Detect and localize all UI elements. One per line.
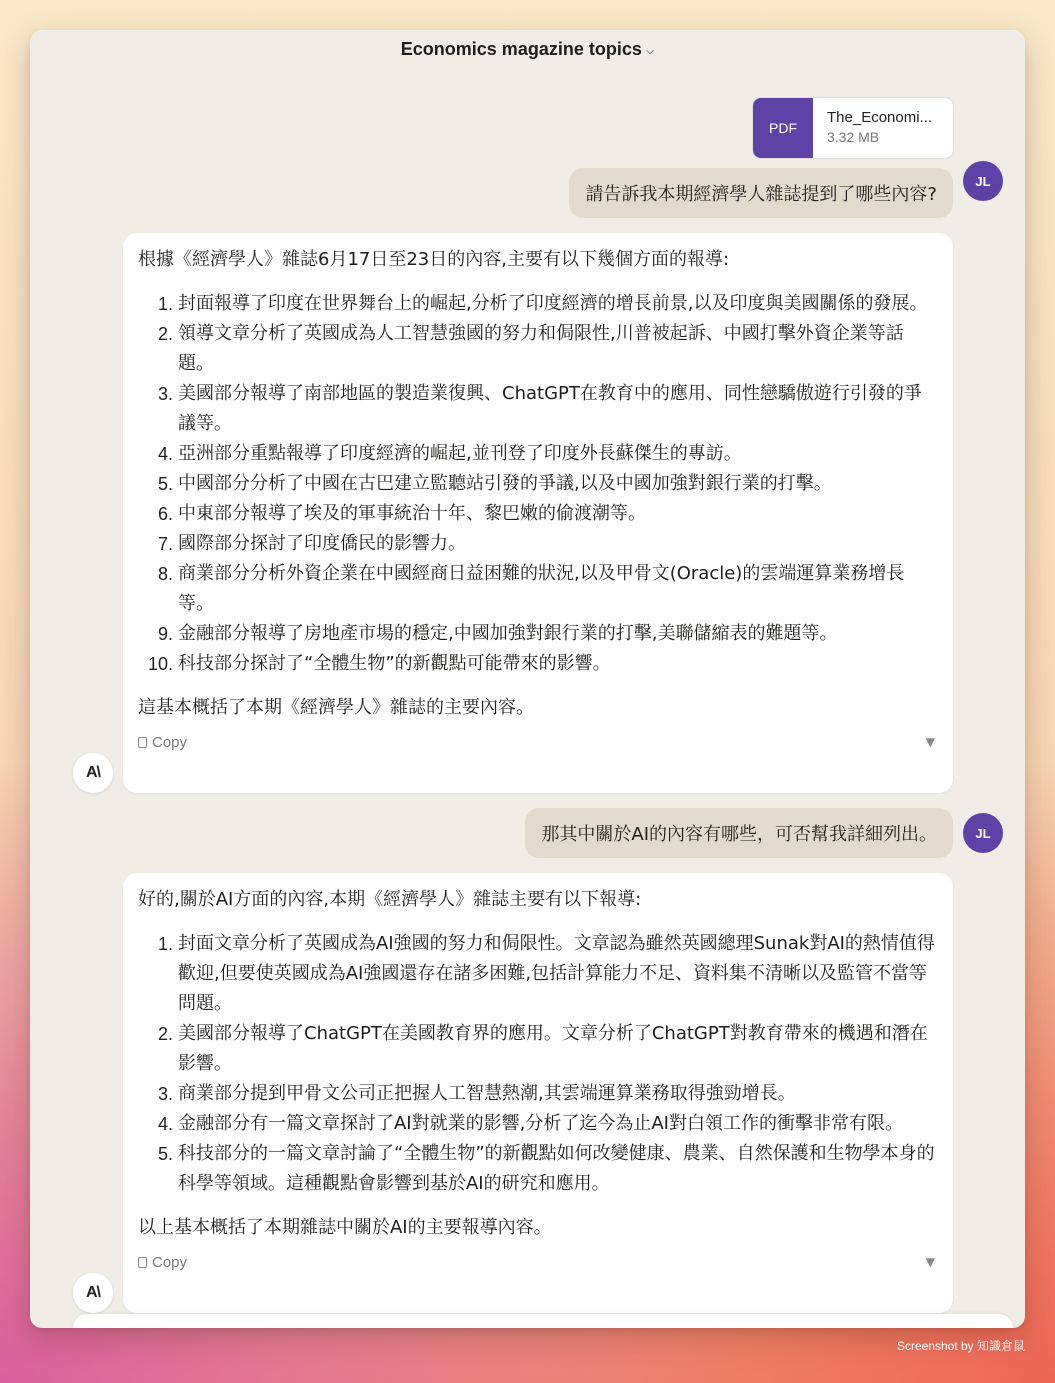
assistant-intro: 好的,關於AI方面的內容,本期《經濟學人》雜誌主要有以下報導: bbox=[138, 889, 642, 910]
attachment-file-size: 3.32 MB bbox=[827, 129, 880, 145]
list-item: 8. 商業部分分析外資企業在中國經商日益困難的狀況,以及甲骨文(Oracle)的雲端運算業務增長等。 bbox=[157, 563, 905, 614]
user-avatar: JL bbox=[963, 161, 1003, 201]
list-item: 5. 中國部分分析了中國在古巴建立監聽站引發的爭議,以及中國加強對銀行業的打擊。 bbox=[157, 473, 832, 494]
list-item: 3. 美國部分報導了南部地區的製造業復興、ChatGPT在教育中的應用、同性戀驕傲遊行引發的爭議等。 bbox=[157, 383, 922, 434]
assistant-avatar: A\ bbox=[73, 1273, 113, 1313]
list-item: 4. 金融部分有一篇文章探討了AI對就業的影響,分析了迄今為止AI對白領工作的衝擊非常有限。 bbox=[157, 1113, 903, 1134]
copy-label: Copy bbox=[152, 733, 188, 751]
copy-button[interactable] bbox=[138, 1254, 187, 1271]
list-item: 9. 金融部分報導了房地產市場的穩定,中國加強對銀行業的打擊,美聯儲縮表的難題等。 bbox=[157, 623, 838, 644]
list-item: 10. 科技部分探討了“全體生物”的新觀點可能帶來的影響。 bbox=[147, 653, 611, 674]
list-item: 5. 科技部分的一篇文章討論了“全體生物”的新觀點如何改變健康、農業、自然保護和生物學本身的科學等領域。這種觀點會影響到基於AI的研究和應用。 bbox=[157, 1143, 935, 1194]
assistant-message bbox=[123, 873, 953, 1313]
message-actions bbox=[138, 723, 937, 761]
assistant-outro: 這基本概括了本期《經濟學人》雜誌的主要內容。 bbox=[138, 697, 534, 718]
copy-label: Copy bbox=[152, 1253, 188, 1271]
clipboard-icon bbox=[138, 737, 147, 748]
list-item: 6. 中東部分報導了埃及的軍事統治十年、黎巴嫩的偷渡潮等。 bbox=[157, 503, 646, 524]
conversation-title-button[interactable] bbox=[30, 30, 1025, 68]
message-actions bbox=[138, 1243, 937, 1281]
assistant-list bbox=[138, 289, 937, 679]
assistant-avatar: A\ bbox=[73, 753, 113, 793]
assistant-message bbox=[123, 233, 953, 793]
list-item: 4. 亞洲部分重點報導了印度經濟的崛起,並刊登了印度外長蘇傑生的專訪。 bbox=[157, 443, 742, 464]
list-item: 3. 商業部分提到甲骨文公司正把握人工智慧熱潮,其雲端運算業務取得強勁增長。 bbox=[157, 1083, 796, 1104]
pdf-attachment[interactable] bbox=[753, 98, 953, 158]
app-window bbox=[30, 30, 1025, 1328]
attachment-file-name: The_Economi... bbox=[827, 109, 933, 126]
thumbs-down-icon[interactable]: ▼ bbox=[925, 735, 935, 749]
user-message: 那其中關於AI的內容有哪些，可否幫我詳細列出。 bbox=[525, 808, 953, 858]
user-message: 請告訴我本期經濟學人雜誌提到了哪些內容? bbox=[569, 168, 953, 218]
user-avatar: JL bbox=[963, 813, 1003, 853]
clipboard-icon bbox=[138, 1257, 147, 1268]
message-input-box[interactable] bbox=[73, 1314, 1013, 1328]
list-item: 2. 美國部分報導了ChatGPT在美國教育界的應用。文章分析了ChatGPT對教育帶來的機遇和潛在影響。 bbox=[157, 1023, 928, 1074]
pdf-file-icon: PDF bbox=[753, 98, 813, 158]
list-item: 1. 封面文章分析了英國成為AI強國的努力和侷限性。文章認為雖然英國總理Sunak對AI的熱情值得歡迎,但要使英國成為AI強國還存在諸多困難,包括計算能力不足、資料集不清晰以及監管不當等問題。 bbox=[157, 933, 935, 1014]
chevron-down-icon: ⌵ bbox=[645, 43, 655, 57]
copy-button[interactable] bbox=[138, 734, 187, 751]
assistant-list bbox=[138, 929, 937, 1199]
assistant-outro: 以上基本概括了本期雜誌中關於AI的主要報導內容。 bbox=[138, 1217, 552, 1238]
conversation-title: Economics magazine topics bbox=[400, 38, 642, 59]
screenshot-watermark: Screenshot by 知識倉鼠 bbox=[896, 1339, 1025, 1353]
assistant-intro: 根據《經濟學人》雜誌6月17日至23日的內容,主要有以下幾個方面的報導: bbox=[138, 249, 730, 270]
list-item: 7. 國際部分探討了印度僑民的影響力。 bbox=[157, 533, 466, 554]
list-item: 1. 封面報導了印度在世界舞台上的崛起,分析了印度經濟的增長前景,以及印度與美國關係的發展。 bbox=[157, 293, 928, 314]
list-item: 2. 領導文章分析了英國成為人工智慧強國的努力和侷限性,川普被起訴、中國打擊外資企業等話題。 bbox=[157, 323, 904, 374]
thumbs-down-icon[interactable]: ▼ bbox=[925, 1255, 935, 1269]
